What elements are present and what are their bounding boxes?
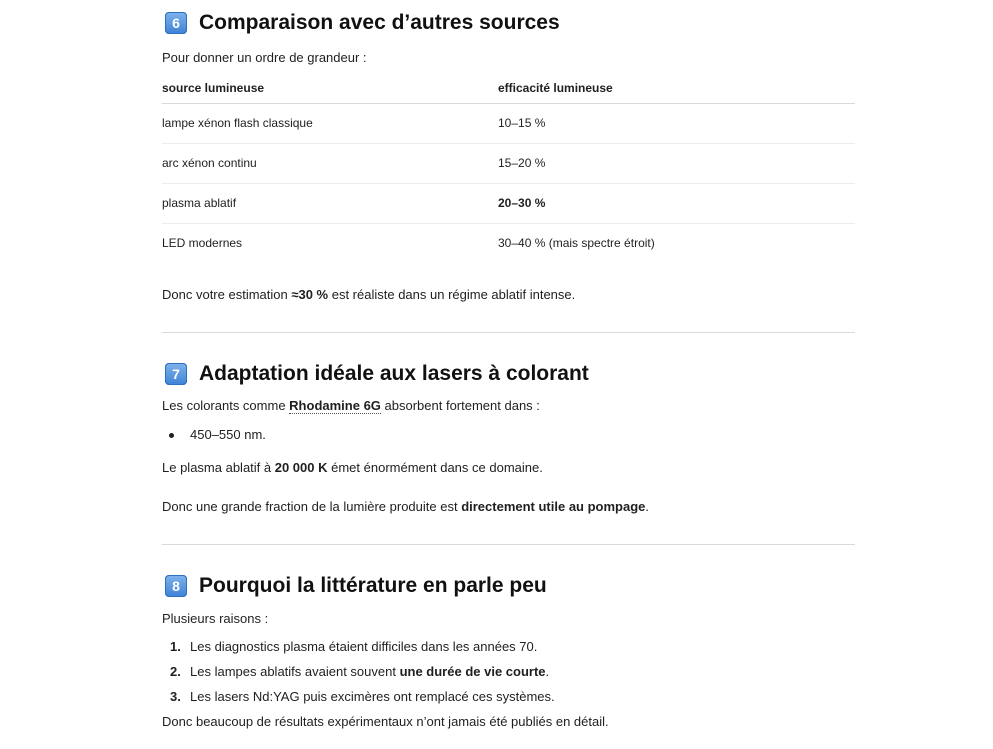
- conclusion-text: Donc votre estimation: [162, 287, 292, 302]
- reasons-list: [162, 638, 855, 706]
- keycap-eight-icon: 8: [165, 575, 187, 597]
- conclusion-value: ≈30 %: [291, 287, 329, 302]
- section-7-intro: [162, 397, 855, 415]
- paragraph-text: émet énormément dans ce domaine.: [327, 460, 543, 475]
- section-8-heading: [162, 571, 855, 601]
- list-number: 3.: [170, 689, 181, 704]
- section-divider: [162, 332, 855, 333]
- table-row: [162, 183, 855, 223]
- table-cell: 30–40 % (mais spectre étroit): [498, 236, 655, 251]
- list-item: [162, 663, 855, 681]
- keycap-seven-icon: 7: [165, 363, 187, 385]
- table-header-source: source lumineuse: [162, 73, 498, 103]
- article-content: [162, 0, 855, 731]
- section-8-title: Pourquoi la littérature en parle peu: [199, 574, 547, 597]
- table-cell: 15–20 %: [498, 143, 855, 183]
- paragraph-text: Le plasma ablatif à: [162, 460, 275, 475]
- list-text: Les diagnostics plasma étaient difficiles dans les années 70.: [190, 639, 538, 654]
- list-number: 2.: [170, 664, 181, 679]
- intro-text: Les colorants comme: [162, 398, 290, 413]
- list-item: 450–550 nm.: [162, 426, 855, 444]
- section-7-paragraph-2: [162, 459, 855, 477]
- table-header-row: [162, 73, 855, 103]
- table-cell: arc xénon continu: [162, 143, 498, 183]
- section-6-intro: Pour donner un ordre de grandeur :: [162, 50, 367, 65]
- table-cell: lampe xénon flash classique: [162, 103, 498, 143]
- section-6-conclusion: [162, 286, 855, 304]
- paragraph-text: Donc une grande fraction de la lumière produite est: [162, 499, 462, 514]
- emphasis-text: une durée de vie courte: [399, 664, 546, 679]
- keycap-six-icon: 6: [165, 12, 187, 34]
- temperature-value: 20 000 K: [274, 460, 328, 475]
- emphasis-text: directement utile au pompage: [461, 499, 646, 514]
- comparison-table: [162, 73, 855, 263]
- table-cell: 10–15 %: [498, 103, 855, 143]
- section-6-title: Comparaison avec d’autres sources: [199, 11, 560, 34]
- section-divider: [162, 544, 855, 545]
- section-7-paragraph-3: [162, 498, 855, 516]
- section-7-heading: [162, 359, 855, 389]
- table-row: [162, 223, 855, 263]
- list-text: Les lampes ablatifs avaient souvent une durée de vie courte.: [190, 664, 550, 679]
- list-item: [162, 638, 855, 656]
- table-cell: LED modernes: [162, 236, 243, 251]
- rhodamine-link[interactable]: Rhodamine 6G: [289, 398, 381, 413]
- section-7-title: Adaptation idéale aux lasers à colorant: [199, 362, 589, 385]
- paragraph-text: .: [645, 499, 650, 514]
- list-number: 1.: [170, 639, 181, 654]
- list-item: [162, 688, 855, 706]
- conclusion-text: est réaliste dans un régime ablatif intense.: [328, 287, 576, 302]
- list-text: Les lasers Nd:YAG puis excimères ont remplacé ces systèmes.: [190, 689, 555, 704]
- section-8-intro: Plusieurs raisons :: [162, 611, 269, 626]
- section-6-heading: [162, 8, 855, 38]
- table-cell: 20–30 %: [498, 183, 855, 223]
- section-8-conclusion: Donc beaucoup de résultats expérimentaux n’ont jamais été publiés en détail.: [162, 714, 609, 729]
- table-header-efficiency: efficacité lumineuse: [498, 73, 855, 103]
- table-cell: plasma ablatif: [162, 183, 498, 223]
- table-row: [162, 143, 855, 183]
- wavelength-list: [162, 426, 855, 444]
- intro-text: absorbent fortement dans :: [380, 398, 540, 413]
- table-row: [162, 103, 855, 143]
